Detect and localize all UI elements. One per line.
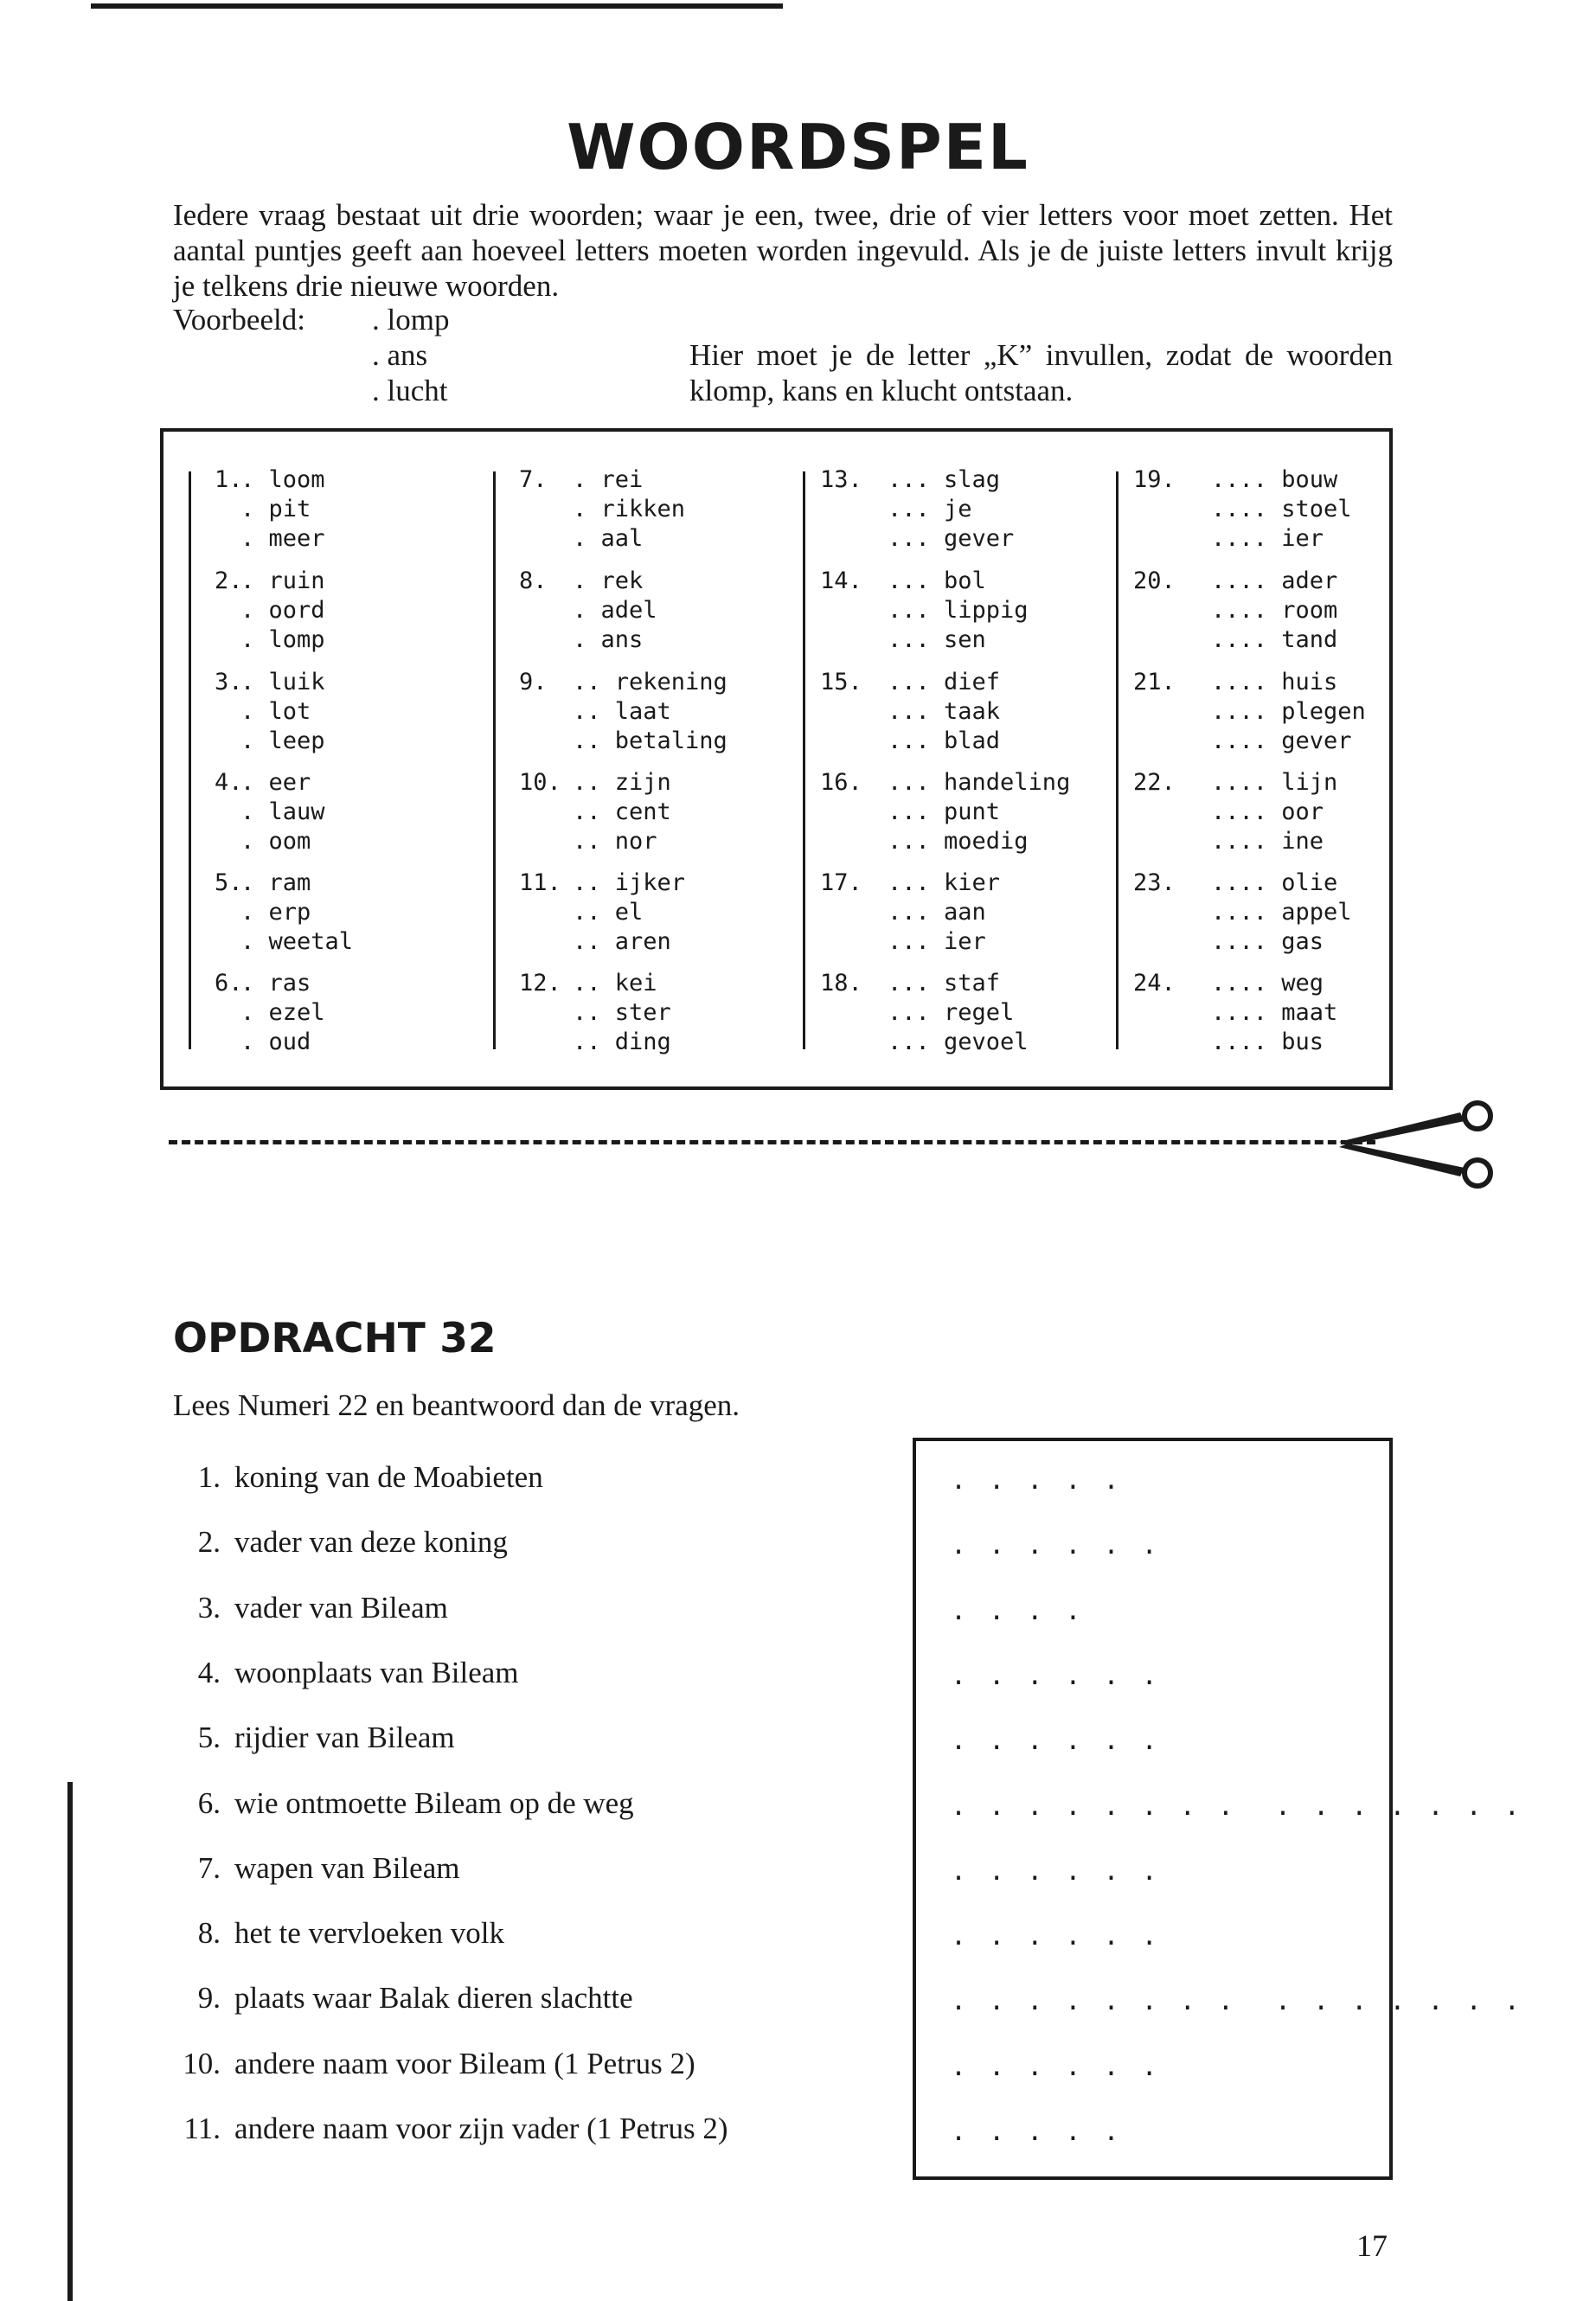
question-text: wie ontmoette Bileam op de weg bbox=[234, 1785, 634, 1820]
puzzle-word: ... dief bbox=[888, 669, 1001, 695]
puzzle-word: . meer bbox=[240, 525, 325, 552]
example-word: . lucht bbox=[372, 374, 448, 407]
puzzle-word: .. laat bbox=[573, 698, 671, 725]
puzzle-number: 23. bbox=[1133, 869, 1176, 896]
puzzle-word: . ezel bbox=[240, 999, 325, 1026]
puzzle-word: .... weg bbox=[1211, 970, 1324, 997]
puzzle-word: ... blad bbox=[888, 727, 1001, 754]
scissors-icon bbox=[1339, 1097, 1503, 1192]
example-note: Hier moet je de letter „K” invullen, zodat de woorden klomp, kans en klucht ontstaan. bbox=[689, 338, 1393, 407]
puzzle-word: . ras bbox=[240, 970, 311, 997]
question-number: 7. bbox=[197, 1850, 221, 1885]
puzzle-word: .. ding bbox=[573, 1029, 671, 1055]
question-number: 6. bbox=[197, 1785, 221, 1820]
puzzle-word: . pit bbox=[240, 496, 311, 522]
answer-box bbox=[913, 1438, 1523, 2180]
puzzle-word: .. aren bbox=[573, 928, 671, 955]
question-text: andere naam voor Bileam (1 Petrus 2) bbox=[234, 2046, 695, 2080]
puzzle-word: ... slag bbox=[888, 466, 1001, 493]
puzzle-word: ... staf bbox=[888, 970, 1001, 997]
puzzle-box bbox=[160, 428, 1393, 1090]
puzzle-word: .... appel bbox=[1211, 899, 1352, 926]
puzzle-word: .. ster bbox=[573, 999, 671, 1026]
puzzle-number: 10. bbox=[519, 769, 561, 796]
puzzle-word: .... gas bbox=[1211, 928, 1324, 955]
puzzle-word: . lot bbox=[240, 698, 311, 725]
puzzle-word: . luik bbox=[240, 669, 325, 695]
question-item bbox=[169, 2047, 695, 2083]
question-item bbox=[169, 1851, 459, 1888]
puzzle-word: ... je bbox=[888, 496, 972, 522]
answer-dots[interactable]: . . . . . bbox=[951, 1465, 1123, 1496]
puzzle-word: . rikken bbox=[573, 496, 686, 522]
answer-dots[interactable]: . . . . bbox=[951, 1595, 1085, 1626]
example-word: . ans bbox=[372, 338, 428, 372]
puzzle-number: 13. bbox=[820, 466, 862, 493]
question-text: rijdier van Bileam bbox=[234, 1721, 455, 1755]
puzzle-number: 16. bbox=[820, 769, 862, 796]
page-number: 17 bbox=[1356, 2228, 1388, 2263]
puzzle-number: 12. bbox=[519, 970, 561, 997]
puzzle-word: .... huis bbox=[1211, 669, 1338, 695]
puzzle-word: . ruin bbox=[240, 567, 325, 594]
puzzle-word: .... tand bbox=[1211, 626, 1338, 653]
column-divider bbox=[189, 471, 191, 1049]
puzzle-word: ... punt bbox=[888, 798, 1001, 825]
answer-dots[interactable]: . . . . . . . . . . . . . . . bbox=[951, 1791, 1523, 1822]
example-block bbox=[173, 302, 1393, 414]
puzzle-word: ... gever bbox=[888, 525, 1015, 552]
question-text: vader van Bileam bbox=[234, 1590, 448, 1625]
left-margin-rule bbox=[67, 1782, 73, 2301]
question-number: 8. bbox=[197, 1916, 221, 1951]
puzzle-number: 19. bbox=[1133, 466, 1176, 493]
question-number: 2. bbox=[197, 1525, 221, 1560]
puzzle-word: .... ine bbox=[1211, 828, 1324, 855]
example-label: Voorbeeld: bbox=[173, 303, 305, 336]
puzzle-word: ... gevoel bbox=[888, 1029, 1029, 1055]
intro-text: Iedere vraag bestaat uit drie woorden; waar je een, twee, drie of vier letters voor moet zetten. Het aantal puntjes geeft aan hoeveel letters moeten worden ingevuld. Als je de juiste letters invult krijg je telkens drie nieuwe woorden. bbox=[173, 198, 1393, 303]
puzzle-word: . oom bbox=[240, 828, 311, 855]
puzzle-word: . lauw bbox=[240, 798, 325, 825]
puzzle-word: . ram bbox=[240, 869, 311, 896]
puzzle-word: .... stoel bbox=[1211, 496, 1352, 522]
puzzle-word: . oud bbox=[240, 1029, 311, 1055]
puzzle-number: 6. bbox=[215, 970, 243, 997]
answer-dots[interactable]: . . . . . . bbox=[951, 1660, 1161, 1691]
column-divider bbox=[493, 471, 496, 1049]
example-words bbox=[372, 302, 449, 408]
question-text: het te vervloeken volk bbox=[234, 1916, 504, 1951]
question-text: woonplaats van Bileam bbox=[234, 1655, 519, 1689]
puzzle-word: . rei bbox=[573, 466, 644, 493]
question-number: 3. bbox=[197, 1590, 221, 1625]
puzzle-word: ... handeling bbox=[888, 769, 1071, 796]
question-number: 4. bbox=[197, 1655, 221, 1689]
example-word: . lomp bbox=[372, 303, 450, 336]
puzzle-number: 9. bbox=[519, 669, 548, 695]
question-number: 11. bbox=[183, 2112, 221, 2145]
puzzle-word: . loom bbox=[240, 466, 325, 493]
question-item bbox=[169, 1591, 448, 1627]
puzzle-number: 3. bbox=[215, 669, 243, 695]
puzzle-number: 22. bbox=[1133, 769, 1176, 796]
question-item bbox=[169, 1786, 634, 1823]
question-text: andere naam voor zijn vader (1 Petrus 2) bbox=[234, 2112, 728, 2145]
answer-dots[interactable]: . . . . . . bbox=[951, 1530, 1161, 1561]
puzzle-number: 7. bbox=[519, 466, 548, 493]
puzzle-number: 18. bbox=[820, 970, 862, 997]
page-title: WOORDSPEL bbox=[567, 111, 1029, 183]
puzzle-word: ... sen bbox=[888, 626, 986, 653]
puzzle-word: ... aan bbox=[888, 899, 986, 926]
answer-dots[interactable]: . . . . . bbox=[951, 2117, 1123, 2147]
column-divider bbox=[803, 471, 805, 1049]
question-item bbox=[169, 2112, 727, 2148]
puzzle-word: .... oor bbox=[1211, 798, 1324, 825]
puzzle-word: . eer bbox=[240, 769, 311, 796]
puzzle-word: .... bus bbox=[1211, 1029, 1324, 1055]
section-intro: Lees Numeri 22 en beantwoord dan de vragen. bbox=[173, 1388, 740, 1422]
puzzle-word: . weetal bbox=[240, 928, 354, 955]
puzzle-word: .... maat bbox=[1211, 999, 1338, 1026]
puzzle-number: 11. bbox=[519, 869, 561, 896]
answer-dots[interactable]: . . . . . . bbox=[951, 2051, 1161, 2082]
puzzle-number: 21. bbox=[1133, 669, 1176, 695]
puzzle-number: 24. bbox=[1133, 970, 1176, 997]
question-number: 10. bbox=[183, 2046, 221, 2080]
answer-dots[interactable]: . . . . . . bbox=[951, 1921, 1161, 1952]
question-number: 5. bbox=[197, 1721, 221, 1755]
puzzle-word: .... olie bbox=[1211, 869, 1338, 896]
column-divider bbox=[1116, 471, 1118, 1049]
question-item bbox=[169, 1460, 543, 1497]
puzzle-word: ... regel bbox=[888, 999, 1015, 1026]
question-item bbox=[169, 1656, 519, 1692]
puzzle-word: . oord bbox=[240, 597, 325, 624]
puzzle-word: ... ier bbox=[888, 928, 986, 955]
question-item bbox=[169, 1916, 504, 1952]
puzzle-word: .... ader bbox=[1211, 567, 1338, 594]
puzzle-word: . ans bbox=[573, 626, 644, 653]
question-item bbox=[169, 1525, 508, 1561]
puzzle-number: 4. bbox=[215, 769, 243, 796]
puzzle-number: 20. bbox=[1133, 567, 1176, 594]
puzzle-word: .. betaling bbox=[573, 727, 727, 754]
section-title: OPDRACHT 32 bbox=[173, 1315, 497, 1362]
puzzle-word: .. kei bbox=[573, 970, 657, 997]
puzzle-word: .... gever bbox=[1211, 727, 1352, 754]
puzzle-number: 5. bbox=[215, 869, 243, 896]
puzzle-word: .... room bbox=[1211, 597, 1338, 624]
puzzle-number: 8. bbox=[519, 567, 548, 594]
answer-dots[interactable]: . . . . . . bbox=[951, 1856, 1161, 1887]
puzzle-word: .... plegen bbox=[1211, 698, 1366, 725]
question-text: wapen van Bileam bbox=[234, 1850, 460, 1885]
puzzle-word: .. zijn bbox=[573, 769, 671, 796]
puzzle-word: .... ier bbox=[1211, 525, 1324, 552]
top-rule bbox=[91, 3, 783, 9]
puzzle-number: 1. bbox=[215, 466, 243, 493]
puzzle-word: . adel bbox=[573, 597, 657, 624]
answer-dots[interactable]: . . . . . . . . . . . . . . . bbox=[951, 1986, 1523, 2017]
puzzle-word: ... taak bbox=[888, 698, 1001, 725]
puzzle-word: .... lijn bbox=[1211, 769, 1338, 796]
question-item bbox=[169, 1981, 633, 2017]
puzzle-word: .. nor bbox=[573, 828, 657, 855]
puzzle-word: ... moedig bbox=[888, 828, 1029, 855]
puzzle-word: ... lippig bbox=[888, 597, 1029, 624]
puzzle-word: ... kier bbox=[888, 869, 1001, 896]
puzzle-word: .. rekening bbox=[573, 669, 727, 695]
puzzle-word: .. ijker bbox=[573, 869, 686, 896]
puzzle-number: 14. bbox=[820, 567, 862, 594]
question-text: plaats waar Balak dieren slachtte bbox=[234, 1981, 633, 2016]
question-item bbox=[169, 1721, 455, 1757]
answer-dots[interactable]: . . . . . . bbox=[951, 1726, 1161, 1757]
question-text: koning van de Moabieten bbox=[234, 1460, 543, 1494]
puzzle-word: .. el bbox=[573, 899, 644, 926]
puzzle-word: . erp bbox=[240, 899, 311, 926]
question-text: vader van deze koning bbox=[234, 1525, 508, 1560]
question-number: 1. bbox=[197, 1460, 221, 1494]
puzzle-word: ... bol bbox=[888, 567, 986, 594]
puzzle-word: . rek bbox=[573, 567, 644, 594]
puzzle-word: . aal bbox=[573, 525, 644, 552]
puzzle-word: .... bouw bbox=[1211, 466, 1338, 493]
puzzle-word: . lomp bbox=[240, 626, 325, 653]
puzzle-number: 15. bbox=[820, 669, 862, 695]
question-number: 9. bbox=[197, 1981, 221, 2016]
puzzle-number: 2. bbox=[215, 567, 243, 594]
puzzle-word: .. cent bbox=[573, 798, 671, 825]
cut-line bbox=[169, 1140, 1375, 1144]
puzzle-number: 17. bbox=[820, 869, 862, 896]
puzzle-word: . leep bbox=[240, 727, 325, 754]
